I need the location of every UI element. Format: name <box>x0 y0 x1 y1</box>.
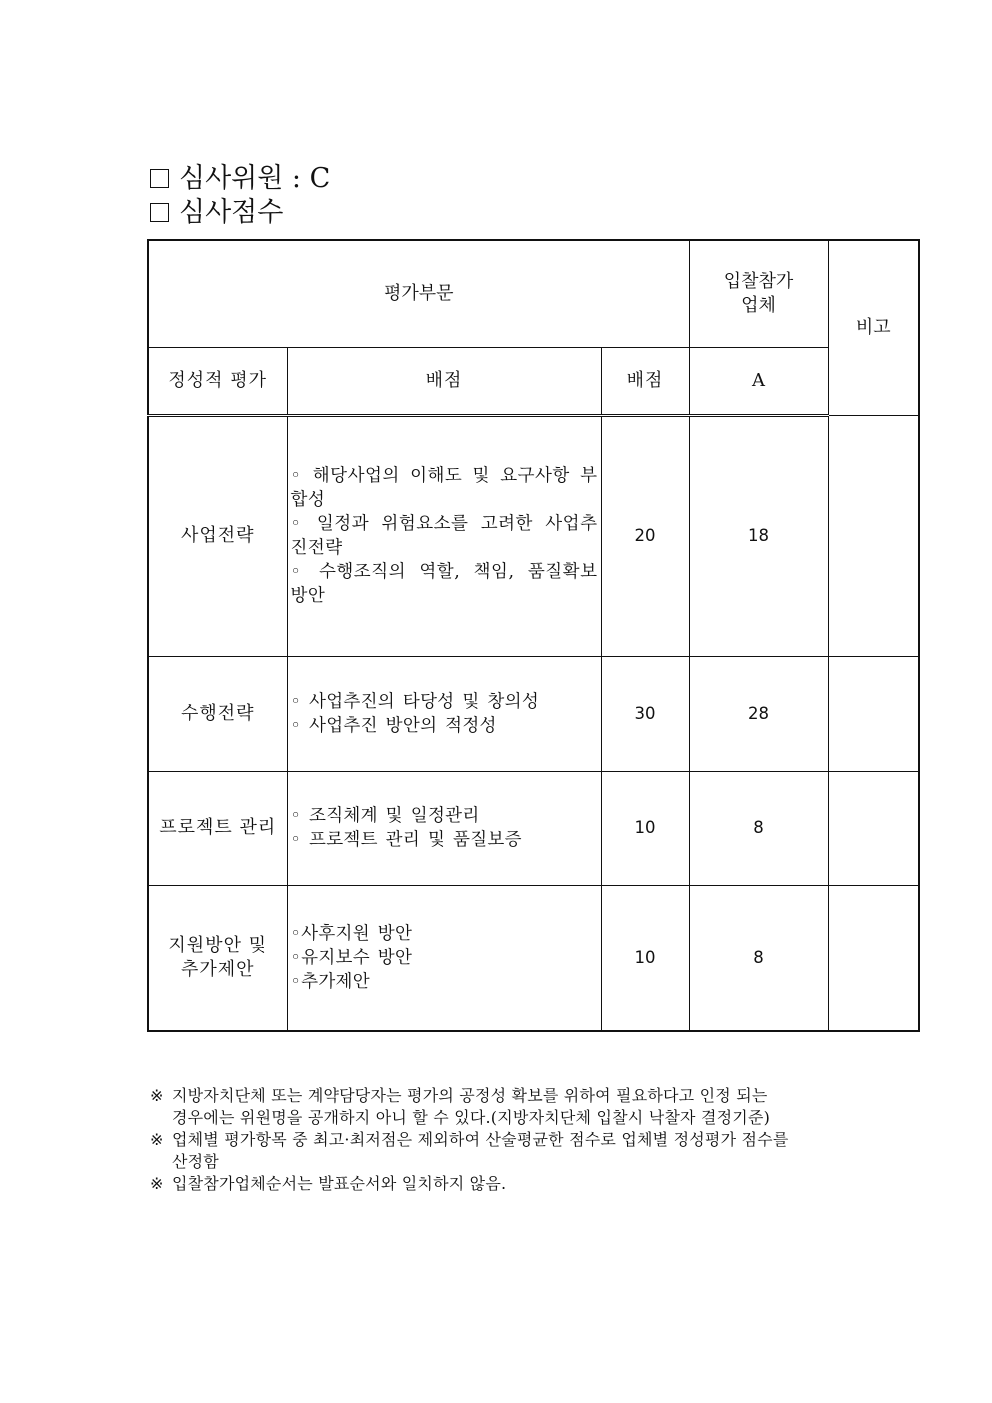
header-bidder-label: 입찰참가 업체 <box>723 270 794 316</box>
footnotes <box>148 1085 788 1195</box>
remark-cell <box>828 885 919 1031</box>
table-row <box>148 415 919 656</box>
score-cell: 18 <box>689 415 828 656</box>
remark-cell <box>828 771 919 885</box>
footnote-line: 업체별 평가항목 중 최고·최저점은 제외하여 산술평균한 점수로 업체별 정성평가 점수를 <box>172 1130 789 1149</box>
criteria-item: ◦ 사업추진 방안의 적정성 <box>290 715 497 736</box>
remark-cell <box>828 656 919 771</box>
points-cell: 20 <box>601 415 689 656</box>
footnote-line: 지방자치단체 또는 계약담당자는 평가의 공정성 확보를 위하여 필요하다고 인정 되는 <box>172 1086 768 1105</box>
score-cell: 8 <box>689 885 828 1031</box>
points-cell: 10 <box>601 771 689 885</box>
criteria-cell <box>287 771 601 885</box>
subheader-points: 배점 <box>601 347 689 415</box>
footnote <box>148 1085 788 1129</box>
footnote <box>148 1173 788 1195</box>
criteria-item: ◦ 사업추진의 타당성 및 창의성 <box>290 691 540 712</box>
evaluation-table <box>147 239 920 1032</box>
note-mark-icon: ※ <box>150 1086 164 1105</box>
subheader-company-a: A <box>689 347 828 415</box>
reviewer-heading <box>150 162 330 196</box>
criteria-item: ◦유지보수 방안 <box>290 947 413 968</box>
points-cell: 30 <box>601 656 689 771</box>
category-cell: 사업전략 <box>148 415 287 656</box>
subheader-allocation: 배점 <box>287 347 601 415</box>
criteria-cell <box>287 885 601 1031</box>
criteria-cell <box>287 415 601 656</box>
score-title: 심사점수 <box>179 197 284 228</box>
criteria-item: ◦ 조직체계 및 일정관리 <box>290 806 480 826</box>
subheader-qualitative: 정성적 평가 <box>148 347 287 415</box>
criteria-item: ◦추가제안 <box>290 971 370 992</box>
header-remarks: 비고 <box>828 240 919 415</box>
checkbox-square-icon <box>150 203 169 222</box>
category-cell: 지원방안 및 추가제안 <box>148 885 287 1031</box>
score-cell: 8 <box>689 771 828 885</box>
note-mark-icon: ※ <box>150 1174 164 1193</box>
table-header-row <box>148 240 919 347</box>
score-cell: 28 <box>689 656 828 771</box>
checkbox-square-icon <box>150 169 169 188</box>
criteria-item: ◦ 수행조직의 역할, 책임, 품질확보 방안 <box>290 562 598 606</box>
criteria-item: ◦사후지원 방안 <box>290 923 413 944</box>
criteria-item: ◦ 프로젝트 관리 및 품질보증 <box>290 830 522 850</box>
category-cell: 프로젝트 관리 <box>148 771 287 885</box>
criteria-item: ◦ 해당사업의 이해도 및 요구사항 부합성 <box>290 466 598 510</box>
table-row <box>148 771 919 885</box>
note-mark-icon: ※ <box>150 1130 164 1149</box>
category-cell: 수행전략 <box>148 656 287 771</box>
table-row <box>148 885 919 1031</box>
criteria-item: ◦ 일정과 위험요소를 고려한 사업추진전략 <box>290 514 598 558</box>
table-row <box>148 656 919 771</box>
footnote-line: 입찰참가업체순서는 발표순서와 일치하지 않음. <box>172 1174 507 1193</box>
remark-cell <box>828 415 919 656</box>
reviewer-label: 심사위원 : C <box>179 163 331 194</box>
criteria-cell <box>287 656 601 771</box>
footnote-line: 산정함 <box>172 1152 219 1171</box>
header-bidder <box>689 240 828 347</box>
score-heading <box>150 196 283 230</box>
points-cell: 10 <box>601 885 689 1031</box>
footnote <box>148 1129 788 1173</box>
footnote-line: 경우에는 위원명을 공개하지 아니 할 수 있다.(지방자치단체 입찰시 낙찰자 결정기준) <box>172 1108 771 1127</box>
header-evaluation-area: 평가부문 <box>148 240 689 347</box>
table-subheader-row <box>148 347 919 415</box>
